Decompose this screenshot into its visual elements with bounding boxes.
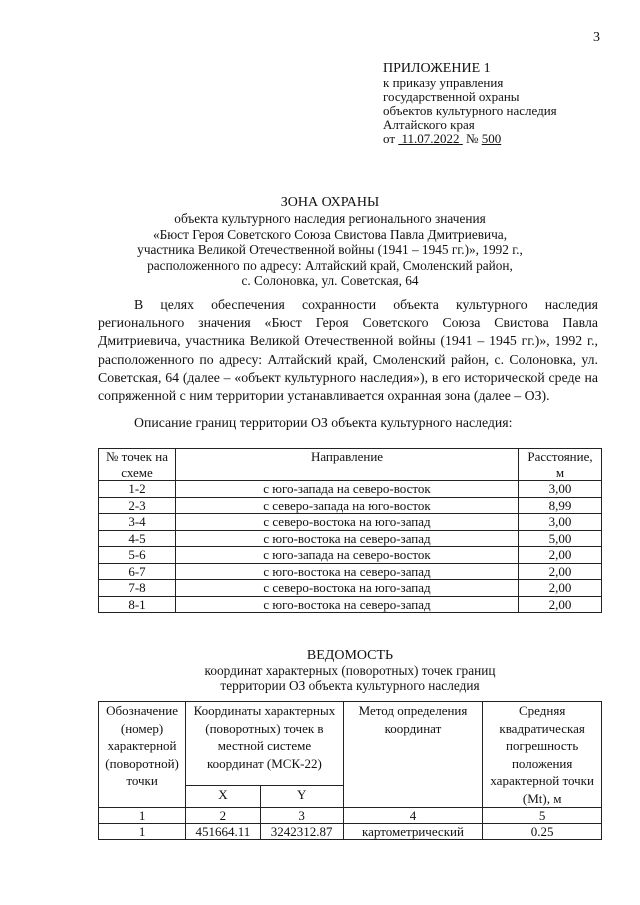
boundary-row: [99, 530, 602, 547]
cell-direction: с юго-востока на северо-запад: [176, 530, 519, 547]
zone-subtitle-line: участника Великой Отечественной войны (1941 – 1945 гг.)», 1992 г.,: [137, 242, 523, 257]
zone-title: ЗОНА ОХРАНЫ: [280, 195, 380, 210]
header-distance: Расстояние, м: [519, 449, 602, 481]
header-coordinates: Координаты характерных (поворотных) точек в местной системе координат (МСК-22): [186, 702, 344, 786]
index-cell: 5: [483, 808, 602, 824]
cell-points: 4-5: [99, 530, 176, 547]
page-number: 3: [593, 30, 600, 45]
coords-header-row: [99, 702, 602, 786]
statement-line: территории ОЗ объекта культурного наследия: [220, 678, 480, 693]
intro-text: В целях обеспечения сохранности объекта культурного наследия регионального значения «Бюст Героя Советского Союза Свистова Павла Дмитриевича, участника Великой Отечественной войны (1941 – 1945 гг.)», 1992 г., расположенного по адресу: Алтайский край, Смоленский район, с. Солоновка, ул. Советская, 64 (далее – «объект культурного наследия»), в его исторической среде на сопряженной с ним территории устанавливается охранная зона (далее – ОЗ).: [98, 297, 598, 404]
appendix-line: Алтайского края: [383, 117, 475, 132]
cell-points: 2-3: [99, 497, 176, 514]
appendix-line: объектов культурного наследия: [383, 103, 557, 118]
cell-points: 7-8: [99, 580, 176, 597]
cell-direction: с юго-востока на северо-запад: [176, 596, 519, 613]
coordinates-table-body: [99, 808, 602, 840]
cell-direction: с северо-запада на юго-восток: [176, 497, 519, 514]
coordinates-table: [98, 701, 602, 840]
cell-distance: 3,00: [519, 481, 602, 498]
appendix-heading: ПРИЛОЖЕНИЕ 1: [383, 61, 491, 76]
statement-line: координат характерных (поворотных) точек границ: [204, 663, 496, 678]
zone-subtitle: [80, 211, 580, 289]
boundaries-table-body: [99, 481, 602, 613]
boundary-row: [99, 563, 602, 580]
boundary-row: [99, 481, 602, 498]
description-line: Описание границ территории ОЗ объекта культурного наследия:: [134, 415, 513, 430]
boundary-row: [99, 497, 602, 514]
cell-method: картометрический: [343, 824, 483, 840]
index-cell: 2: [186, 808, 261, 824]
header-x: X: [186, 786, 261, 808]
header-method: Метод определения координат: [343, 702, 483, 808]
cell-points: 3-4: [99, 514, 176, 531]
boundary-row: [99, 547, 602, 564]
statement-title-block: [98, 648, 602, 693]
cell-distance: 2,00: [519, 580, 602, 597]
number-sign: №: [466, 131, 479, 146]
coords-row: [99, 824, 602, 840]
boundary-row: [99, 596, 602, 613]
header-error: Средняя квадратическая погрешность положения характерной точки (Mt), м: [483, 702, 602, 808]
cell-distance: 8,99: [519, 497, 602, 514]
boundaries-table: [98, 448, 602, 613]
header-direction: Направление: [176, 449, 519, 481]
zone-subtitle-line: расположенного по адресу: Алтайский край, Смоленский район,: [147, 257, 513, 273]
cell-direction: с северо-востока на юго-запад: [176, 514, 519, 531]
header-y: Y: [260, 786, 343, 808]
cell-distance: 2,00: [519, 547, 602, 564]
cell-distance: 2,00: [519, 563, 602, 580]
header-designation: Обозначение (номер) характерной (поворотной) точки: [99, 702, 186, 808]
cell-points: 5-6: [99, 547, 176, 564]
cell-direction: с юго-запада на северо-восток: [176, 481, 519, 498]
intro-paragraph: [98, 296, 598, 405]
boundaries-header-row: [99, 449, 602, 481]
cell-distance: 3,00: [519, 514, 602, 531]
appendix-date-line: [383, 132, 557, 146]
order-number: 500: [481, 131, 502, 146]
appendix-line: государственной охраны: [383, 89, 520, 104]
index-cell: 1: [99, 808, 186, 824]
cell-points: 1-2: [99, 481, 176, 498]
appendix-line: к приказу управления: [383, 75, 504, 90]
cell-error: 0.25: [483, 824, 602, 840]
statement-title: ВЕДОМОСТЬ: [306, 648, 394, 663]
zone-subtitle-line: «Бюст Героя Советского Союза Свистова Павла Дмитриевича,: [152, 226, 508, 242]
zone-subtitle-line: с. Солоновка, ул. Советская, 64: [241, 273, 419, 288]
index-cell: 4: [343, 808, 483, 824]
cell-direction: с северо-востока на юго-запад: [176, 580, 519, 597]
cell-distance: 2,00: [519, 596, 602, 613]
appendix-block: [383, 62, 557, 146]
cell-distance: 5,00: [519, 530, 602, 547]
boundary-row: [99, 580, 602, 597]
date-prefix: от: [383, 131, 396, 146]
cell-y: 3242312.87: [260, 824, 343, 840]
order-date: 11.07.2022: [401, 131, 460, 146]
cell-x: 451664.11: [186, 824, 261, 840]
cell-point: 1: [99, 824, 186, 840]
index-cell: 3: [260, 808, 343, 824]
header-points: № точек на схеме: [99, 449, 176, 481]
cell-direction: с юго-запада на северо-восток: [176, 547, 519, 564]
boundary-row: [99, 514, 602, 531]
coords-index-row: [99, 808, 602, 824]
cell-points: 8-1: [99, 596, 176, 613]
cell-points: 6-7: [99, 563, 176, 580]
cell-direction: с юго-востока на северо-запад: [176, 563, 519, 580]
zone-subtitle-line: объекта культурного наследия регионального значения: [174, 211, 486, 226]
